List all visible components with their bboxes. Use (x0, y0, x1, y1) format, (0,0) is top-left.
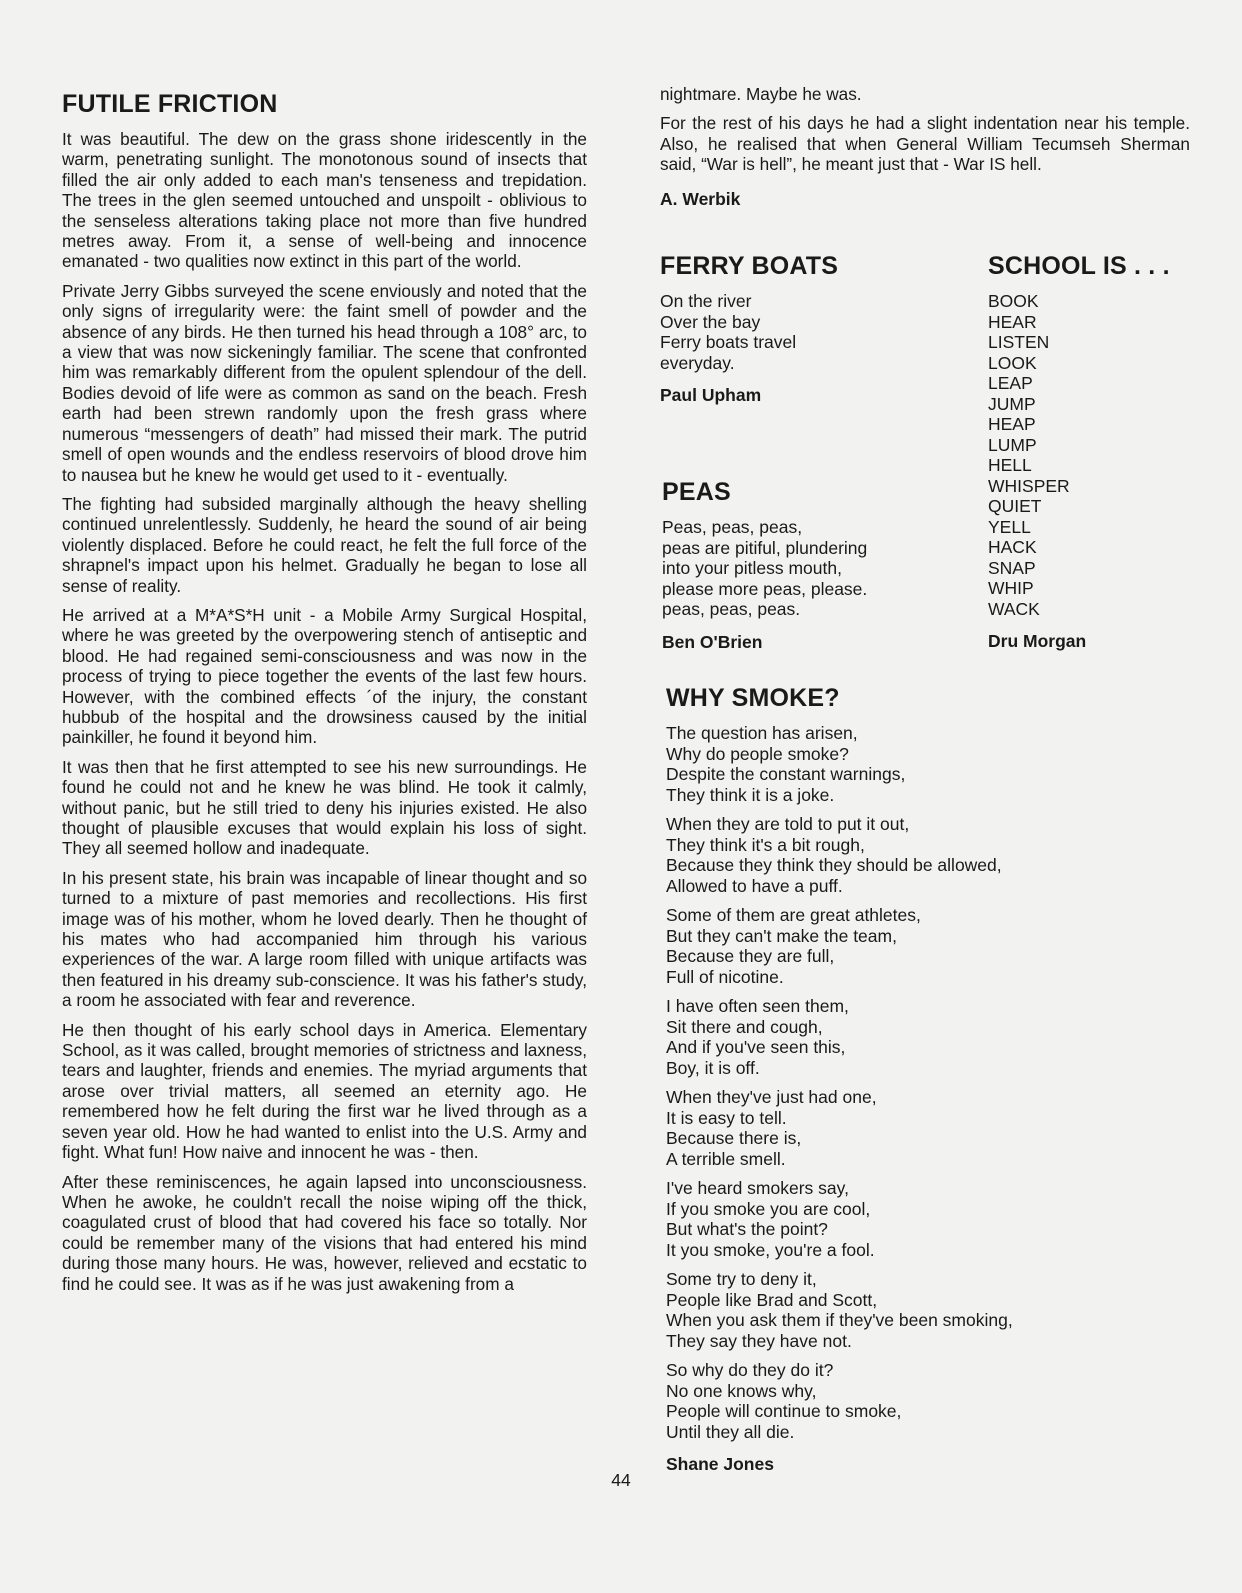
paragraph: He then thought of his early school days in America. Elementary School, as it was called, brought memories of strictness and laxness, tears and laughter, friends and enemies. The myriad arguments that arose over trivial matters, all seemed an eternity ago. He remembered how he felt during the first war he lived through as a seven year old. How he had wanted to enlist into the U.S. Army and fight. What fun! How naive and innocent he was - then. (62, 1019, 587, 1163)
poem-line: HELL (988, 455, 1032, 475)
poem-line: They say they have not. (666, 1330, 852, 1351)
poem-line: A terrible smell. (666, 1148, 786, 1169)
poem-line: It is easy to tell. (666, 1107, 787, 1128)
paragraph: He arrived at a M*A*S*H unit - a Mobile Army Surgical Hospital, where he was greeted by the overpowering stench of antiseptic and blood. He had regained semi-consciousness and was now in the process of trying to piece together the events of the last few hours. However, with the combined effects ´of the injury, the constant hubbub of the hospital and the drowsiness caused by the initial painkiller, he found it beyond him. (62, 604, 587, 748)
poem-line: BOOK (988, 291, 1039, 311)
poem-line: LOOK (988, 352, 1037, 373)
stanza (666, 1360, 1186, 1442)
poem-line: Over the bay (660, 311, 761, 332)
stanza (666, 723, 1186, 805)
poem-line: They think it is a joke. (666, 784, 835, 805)
stanza (666, 1269, 1186, 1351)
poem-line: into your pitless mouth, (662, 558, 842, 578)
poem-line: It you smoke, you're a fool. (666, 1239, 875, 1260)
author-upham: Paul Upham (660, 385, 762, 405)
ferry-boats-poem (660, 252, 950, 406)
poem-line: SNAP (988, 557, 1036, 578)
poem-line: Ferry boats travel (660, 332, 797, 352)
poem-line: LEAP (988, 373, 1033, 393)
stanza (666, 905, 1186, 987)
poem-lines (662, 517, 962, 620)
poem-line: And if you've seen this, (666, 1037, 846, 1057)
ferry-boats-title: FERRY BOATS (660, 252, 839, 280)
stanza (666, 1178, 1186, 1260)
poem-line: WHISPER (988, 475, 1070, 496)
paragraph: It was then that he first attempted to see his new surroundings. He found he could not and he knew he was blind. He took it calmly, without panic, but he still tried to deny his injuries existed. He also thought of plausible excuses that would explain his loss of sight. They all seemed hollow and inadequate. (62, 756, 587, 859)
school-is-poem (988, 252, 1218, 652)
paragraph: nightmare. Maybe he was. (660, 84, 862, 104)
poem-line: Until they all die. (666, 1421, 795, 1442)
poem-line: I have often seen them, (666, 996, 849, 1016)
poem-line: everyday. (660, 352, 735, 373)
poem-line: If you smoke you are cool, (666, 1198, 871, 1219)
paragraph: Private Jerry Gibbs surveyed the scene enviously and noted that the only signs of irregularity were: the faint smell of powder and the absence of any birds. He then turned his head through a 108° arc, to a view that was now sickeningly familiar. The scene that confronted him was remarkably different from the opulent splendour of the dell. Bodies devoid of life were as common as sand on the beach. Fresh earth had been strewn randomly upon the fresh grass where numerous “messengers of death” had missed their mark. The putrid smell of open wounds and the endless reservoirs of blood drove him to nausea but he knew he would get used to it - eventually. (62, 280, 587, 485)
poem-line: But what's the point? (666, 1219, 828, 1239)
peas-poem (662, 478, 962, 653)
poem-line: LUMP (988, 434, 1037, 455)
poem-line: WHIP (988, 578, 1034, 598)
why-smoke-title: WHY SMOKE? (666, 684, 840, 712)
page-number: 44 (611, 1470, 631, 1490)
author-jones: Shane Jones (666, 1454, 774, 1474)
poem-line: Full of nicotine. (666, 966, 784, 987)
poem-line: HEAR (988, 311, 1037, 332)
poem-line: HACK (988, 537, 1037, 557)
poem-line: Some try to deny it, (666, 1269, 817, 1289)
poem-line: People like Brad and Scott, (666, 1289, 878, 1310)
poem-line: When you ask them if they've been smoking, (666, 1310, 1013, 1330)
poem-line: LISTEN (988, 332, 1050, 352)
paragraph: The fighting had subsided marginally although the heavy shelling continued unrelentlessly. Suddenly, he heard the sound of air being violently displaced. Before he could react, he felt the full force of the shrapnel's impact upon his helmet. Gradually he began to lose all sense of reality. (62, 493, 587, 596)
poem-line: When they are told to put it out, (666, 814, 910, 834)
poem-line: They think it's a bit rough, (666, 834, 865, 855)
author-morgan: Dru Morgan (988, 631, 1087, 651)
poem-line: QUIET (988, 496, 1042, 516)
paragraph: After these reminiscences, he again lapsed into unconsciousness. When he awoke, he couldn't recall the noise wiping off the thick, coagulated crust of blood that had covered his face so totally. Nor could be remember many of the visions that had entered his mind during those many hours. He was, however, relieved and ecstatic to find he could see. It was as if he was just awakening from a (62, 1171, 587, 1294)
poem-line: When they've just had one, (666, 1087, 877, 1107)
poem-line: Peas, peas, peas, (662, 517, 803, 537)
poem-line: Because there is, (666, 1128, 802, 1148)
paragraph: In his present state, his brain was incapable of linear thought and so turned to a mixture of past memories and recollections. His first image was of his mother, whom he loved dearly. Then he thought of his mates who had accompanied him through his various experiences of the war. A large room filled with unique artifacts was then featured in his dreamy sub-conscience. It was his father's study, a room he associated with fear and reverence. (62, 867, 587, 1011)
poem-line: Sit there and cough, (666, 1016, 823, 1037)
poem-line: On the river (660, 291, 752, 311)
author-werbik: A. Werbik (660, 188, 741, 209)
poem-line: The question has arisen, (666, 723, 858, 743)
poem-line: Boy, it is off. (666, 1057, 760, 1078)
stanzas (666, 723, 1186, 1442)
futile-friction-continuation (660, 84, 1190, 210)
stanza (666, 1087, 1186, 1169)
futile-friction-title: FUTILE FRICTION (62, 90, 278, 118)
why-smoke-poem (666, 684, 1186, 1475)
poem-line: Allowed to have a puff. (666, 875, 843, 896)
stanza (666, 814, 1186, 896)
school-is-title: SCHOOL IS . . . (988, 252, 1170, 280)
poem-lines (988, 291, 1218, 619)
poem-line: HEAP (988, 414, 1036, 434)
author-obrien: Ben O'Brien (662, 631, 763, 652)
poem-line: Because they think they should be allowed, (666, 855, 1002, 875)
poem-line: Because they are full, (666, 946, 835, 966)
poem-line: peas are pitiful, plundering (662, 537, 868, 558)
poem-line: People will continue to smoke, (666, 1401, 902, 1421)
poem-line: No one knows why, (666, 1380, 817, 1401)
paragraph: For the rest of his days he had a slight indentation near his temple. Also, he realised that when General William Tecumseh Sherman said, “War is hell”, he meant just that - War IS hell. (660, 113, 1190, 175)
poem-lines (660, 291, 950, 373)
poem-line: please more peas, please. (662, 578, 868, 599)
poem-line: So why do they do it? (666, 1360, 834, 1380)
poem-line: Why do people smoke? (666, 743, 849, 764)
poem-line: Despite the constant warnings, (666, 764, 906, 784)
poem-line: WACK (988, 598, 1040, 619)
futile-friction-article (62, 90, 587, 1303)
peas-title: PEAS (662, 478, 731, 506)
poem-line: But they can't make the team, (666, 925, 897, 946)
stanza (666, 996, 1186, 1078)
poem-line: Some of them are great athletes, (666, 905, 921, 925)
paragraph: It was beautiful. The dew on the grass shone iridescently in the warm, penetrating sunlight. The monotonous sound of insects that filled the air only added to each man's tenseness and trepidation. The trees in the glen seemed untouched and unspoilt - oblivious to the senseless alterations taking place not more than five hundred metres away. From it, a sense of well-being and innocence emanated - two qualities now extinct in this part of the world. (62, 129, 587, 272)
poem-line: peas, peas, peas. (662, 599, 801, 619)
poem-line: I've heard smokers say, (666, 1178, 849, 1198)
poem-line: JUMP (988, 393, 1036, 414)
poem-line: YELL (988, 516, 1031, 537)
